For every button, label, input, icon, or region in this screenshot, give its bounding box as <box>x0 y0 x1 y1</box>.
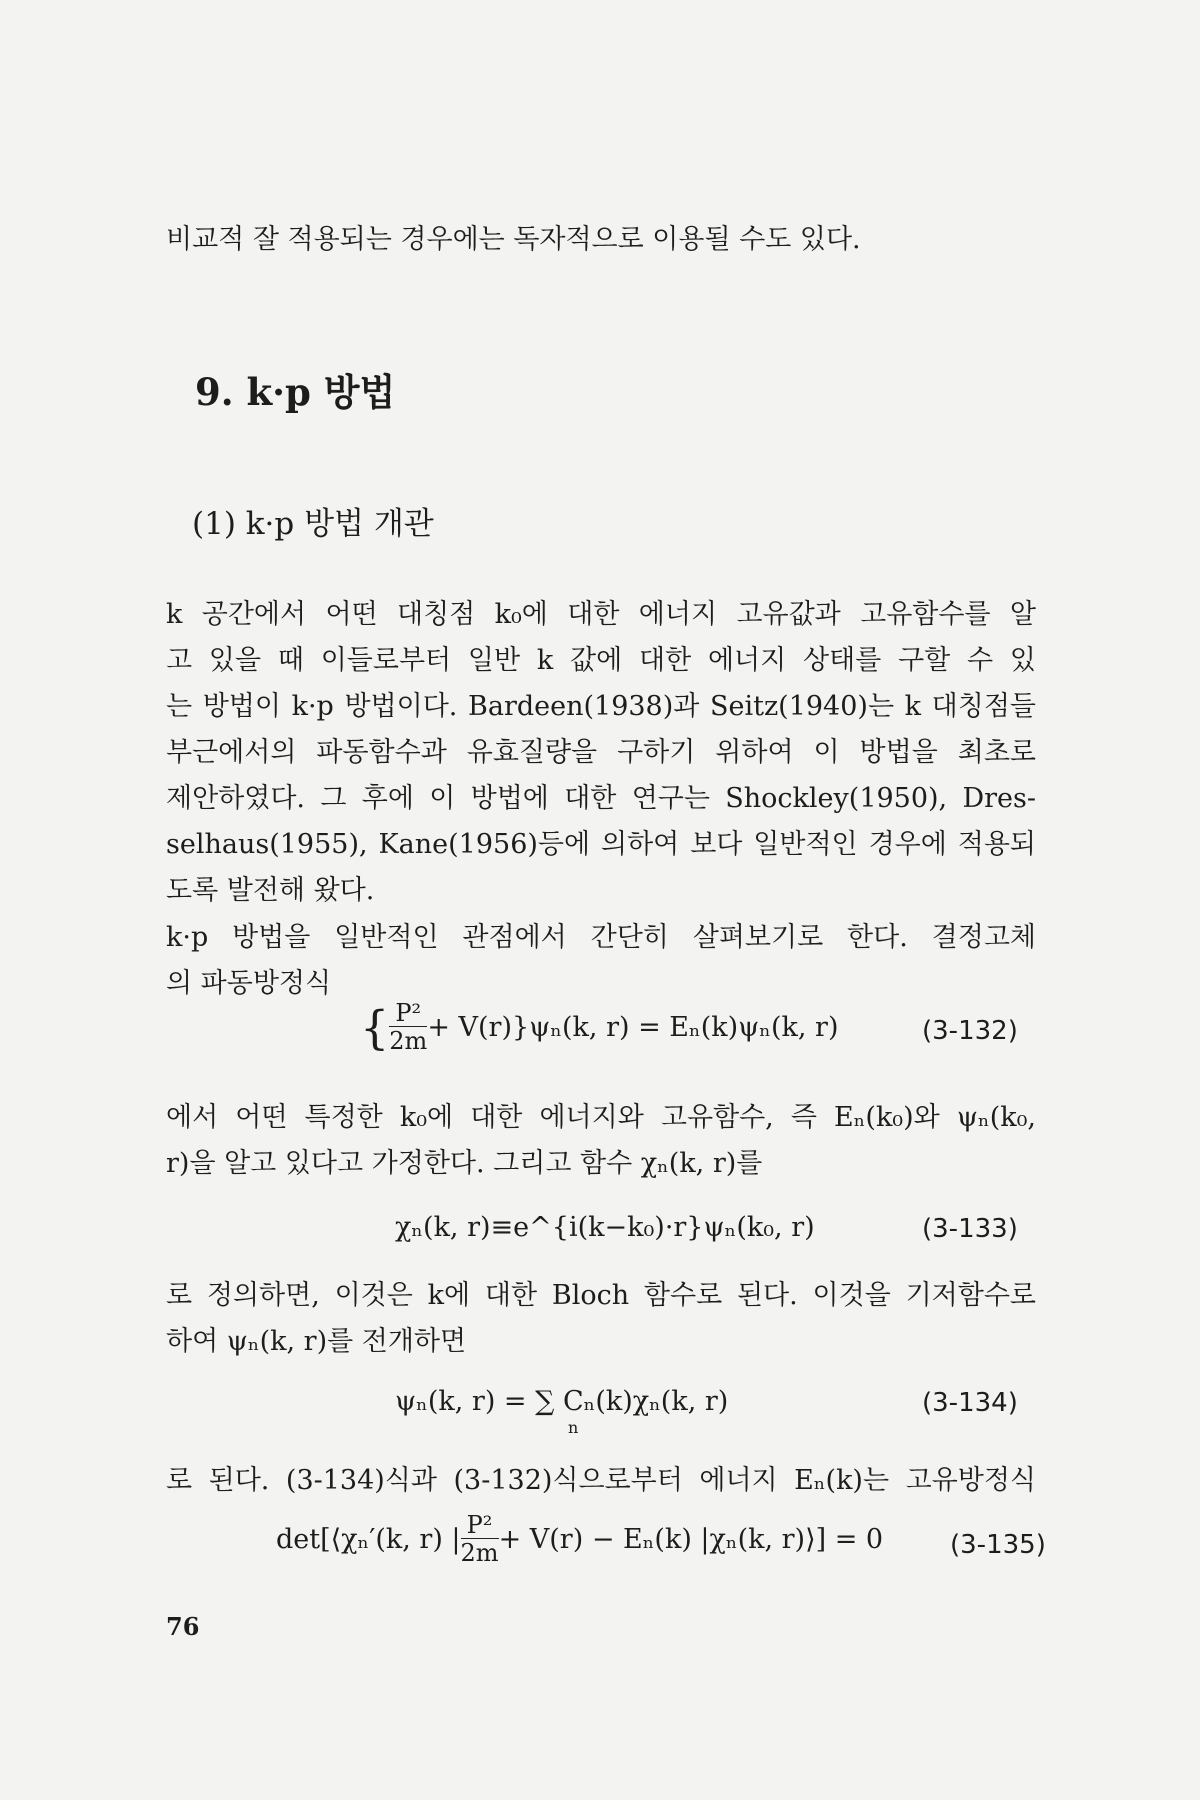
subsection-title: (1) k·p 방법 개관 <box>192 506 434 542</box>
para3-line: r)을 알고 있다고 가정한다. 그리고 함수 χₙ(k, r)를 <box>166 1148 763 1179</box>
section-title: 9. k·p 방법 <box>195 370 396 414</box>
equation-3-133: χₙ(k, r)≡e^{i(k−k₀)·r}ψₙ(k₀, r) <box>395 1212 815 1243</box>
equation-label: (3-134) <box>922 1388 1018 1418</box>
equation-label: (3-135) <box>950 1530 1046 1560</box>
para1-line: 고 있을 때 이들로부터 일반 k 값에 대한 에너지 상태를 구할 수 있 <box>166 645 1036 676</box>
para1-line: selhaus(1955), Kane(1956)등에 의하여 보다 일반적인 경우에 적용되 <box>166 829 1036 860</box>
para2-line: k·p 방법을 일반적인 관점에서 간단히 살펴보기로 한다. 결정고체 <box>166 922 1036 953</box>
para1-line: 제안하였다. 그 후에 이 방법에 대한 연구는 Shockley(1950), Dres- <box>166 783 1036 814</box>
top-line: 비교적 잘 적용되는 경우에는 독자적으로 이용될 수도 있다. <box>166 224 861 255</box>
sum-index: n <box>568 1418 579 1437</box>
equation-label: (3-133) <box>922 1214 1018 1244</box>
fraction: $\frac{\text{P²}}{2m}$ <box>389 999 428 1055</box>
para1-line: k 공간에서 어떤 대칭점 k₀에 대한 에너지 고유값과 고유함수를 알 <box>166 599 1036 630</box>
para3-line: 에서 어떤 특정한 k₀에 대한 에너지와 고유함수, 즉 Eₙ(k₀)와 ψₙ(k₀, <box>166 1102 1036 1133</box>
fraction: $\frac{\text{P²}}{2m}$ <box>460 1511 499 1567</box>
para2-line: 의 파동방정식 <box>166 968 332 999</box>
para1-line: 도록 발전해 왔다. <box>166 875 375 906</box>
equation-3-132: { $\frac{\text{P²}}{2m}$ + V(r)}ψₙ(k, r) = Eₙ(k)ψₙ(k, r) <box>360 999 839 1055</box>
equation-3-134: ψₙ(k, r) = ∑ Cₙ(k)χₙ(k, r) <box>395 1386 729 1417</box>
equation-3-135: det[⟨χₙ′(k, r) | $\frac{\text{P²}}{2m}$ + V(r) − Eₙ(k) |χₙ(k, r)⟩] = 0 <box>276 1511 884 1567</box>
page-number: 76 <box>166 1612 200 1641</box>
para1-line: 는 방법이 k·p 방법이다. Bardeen(1938)과 Seitz(1940)는 k 대칭점들 <box>166 691 1036 722</box>
equation-label: (3-132) <box>922 1016 1018 1046</box>
para1-line: 부근에서의 파동함수과 유효질량을 구하기 위하여 이 방법을 최초로 <box>166 737 1036 768</box>
para4-line: 로 정의하면, 이것은 k에 대한 Bloch 함수로 된다. 이것을 기저함수로 <box>166 1280 1036 1311</box>
para4-line: 하여 ψₙ(k, r)를 전개하면 <box>166 1326 467 1357</box>
para5-line: 로 된다. (3-134)식과 (3-132)식으로부터 에너지 Eₙ(k)는 고유방정식 <box>166 1465 1036 1496</box>
